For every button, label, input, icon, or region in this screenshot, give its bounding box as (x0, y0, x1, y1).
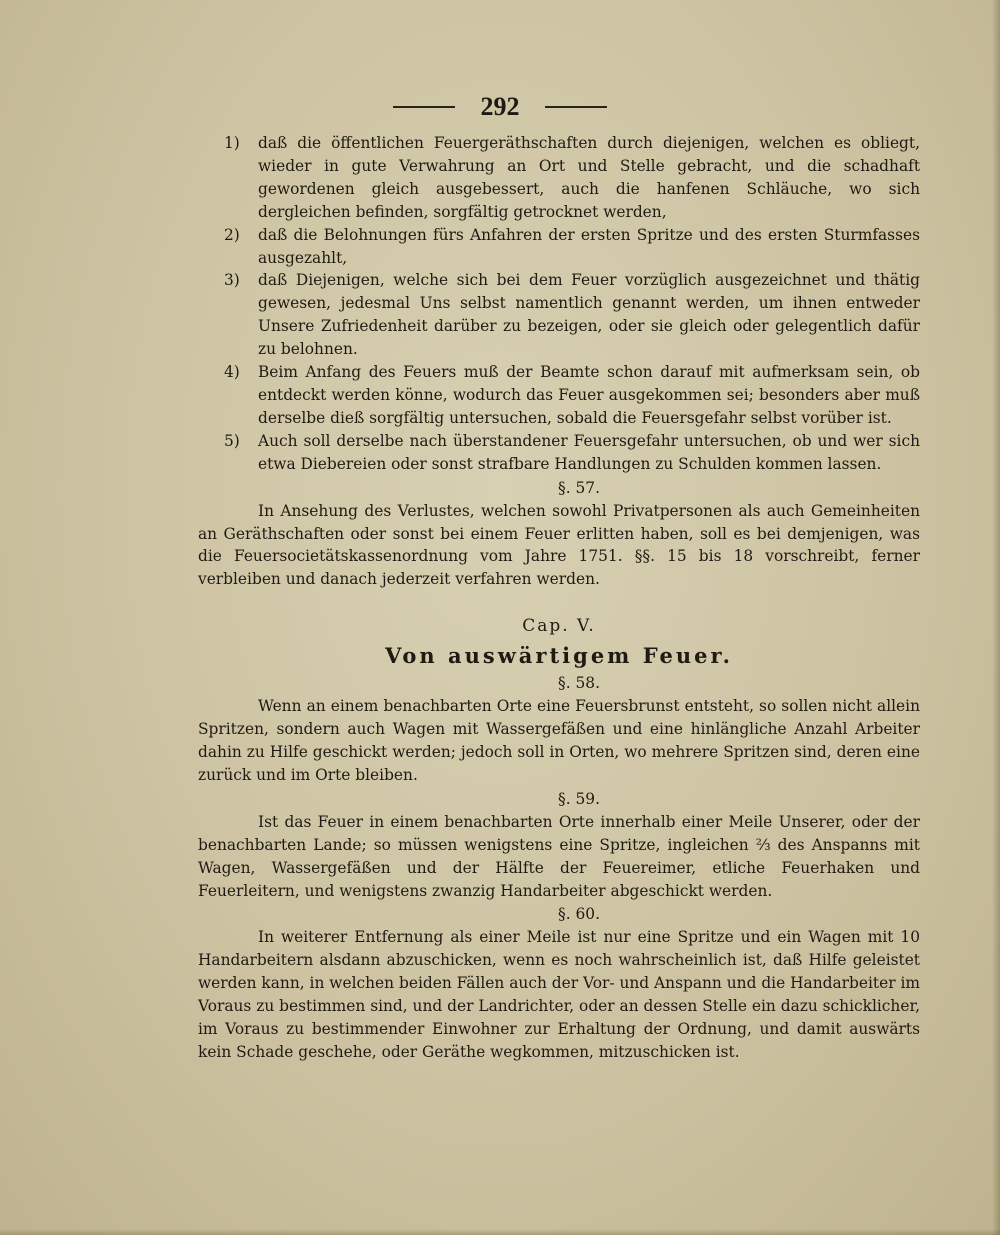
list-item (198, 269, 920, 361)
list-item-number: 2) (224, 225, 240, 244)
chapter-title: Von auswärtigem Feuer. (385, 643, 733, 669)
header-rule-right (545, 106, 607, 108)
list-item (198, 224, 920, 270)
list-item (198, 361, 920, 430)
list-item (198, 430, 920, 476)
section-heading-59: §. 59. (558, 789, 600, 808)
header-rule-left (393, 106, 455, 108)
page-number: 292 (480, 92, 520, 121)
section-57-paragraph: In Ansehung des Verlustes, welchen sowohl Privatpersonen als auch Gemeinheiten an Geräthschaften oder sonst bei einem Feuer erlitten haben, soll es bei demjenigen, was die Feuersocietätskassenordnung vom Jahre 1751. §§. 15 bis 18 vorschreibt, ferner verbleiben und danach jederzeit verfahren werden. (198, 501, 920, 589)
list-item-text: Auch soll derselbe nach überstandener Feuersgefahr untersuchen, ob und wer sich etwa Diebereien oder sonst strafbare Handlungen zu Schulden kommen lassen. (258, 431, 920, 473)
page-bottom-shadow (0, 1229, 1000, 1235)
list-item-number: 4) (224, 363, 240, 382)
page-body (198, 132, 920, 1064)
section-60-paragraph: In weiterer Entfernung als einer Meile ist nur eine Spritze und ein Wagen mit 10 Handarbeitern alsdann abzuschicken, wenn es noch wahrscheinlich ist, daß Hilfe geleistet werden kann, in welchen beiden Fällen auch der Vor- und Anspann und die Handarbeiter im Voraus zu bestimmen sind, und der Landrichter, oder an dessen Stelle ein dazu schicklicher, im Voraus zu bestimmender Einwohner zur Erhaltung der Ordnung, und damit auswärts kein Schade geschehe, oder Geräthe wegkommen, mitzuschicken ist. (198, 928, 920, 1061)
section-59-paragraph: Ist das Feuer in einem benachbarten Orte innerhalb einer Meile Unserer, oder der benachbarten Lande; so müssen wenigstens eine Spritze, ingleichen ⅔ des Anspanns mit Wagen, Wassergefäßen und der Hälfte der Feuereimer, etliche Feuerhaken und Feuerleitern, und wenigstens zwanzig Handarbeiter abgeschickt werden. (198, 812, 920, 900)
list-item-text: daß die öffentlichen Feuergeräthschaften durch diejenigen, welchen es obliegt, wieder in gute Verwahrung an Ort und Stelle gebracht, und die schadhaft gewordenen gleich ausgebessert, auch die hanfenen Schläuche, wo sich dergleichen befinden, sorgfältig getrocknet werden, (258, 134, 920, 221)
page-edge-shadow (992, 0, 1000, 1235)
chapter-number: Cap. V. (522, 616, 596, 637)
list-item-text: Beim Anfang des Feuers muß der Beamte schon darauf mit aufmerksam sein, ob entdeckt werden könne, wodurch das Feuer ausgekommen sei; besonders aber muß derselbe dieß sorgfältig untersuchen, sobald die Feuersgefahr selbst vorüber ist. (258, 363, 920, 427)
list-item-text: daß Diejenigen, welche sich bei dem Feuer vorzüglich ausgezeichnet und thätig gewesen, jedesmal Uns selbst namentlich genannt werden, um ihnen entweder Unsere Zufriedenheit darüber zu bezeigen, oder sie gleich oder gelegentlich dafür zu belohnen. (258, 271, 920, 359)
list-item-number: 5) (224, 431, 240, 450)
page-header (0, 92, 1000, 122)
list-item-text: daß die Belohnungen fürs Anfahren der ersten Spritze und des ersten Sturmfasses ausgezahlt, (258, 225, 920, 267)
list-item (198, 132, 920, 224)
section-heading-60: §. 60. (558, 905, 600, 924)
section-58-paragraph: Wenn an einem benachbarten Orte eine Feuersbrunst entsteht, so sollen nicht allein Spritzen, sondern auch Wagen mit Wassergefäßen und eine hinlängliche Anzahl Arbeiter dahin zu Hilfe geschickt werden; jedoch soll in Orten, wo mehrere Spritzen sind, deren eine zurück und im Orte bleiben. (198, 697, 920, 784)
section-heading-57: §. 57. (558, 478, 600, 497)
list-item-number: 3) (224, 271, 240, 290)
section-heading-58: §. 58. (558, 674, 600, 693)
list-item-number: 1) (224, 134, 240, 152)
